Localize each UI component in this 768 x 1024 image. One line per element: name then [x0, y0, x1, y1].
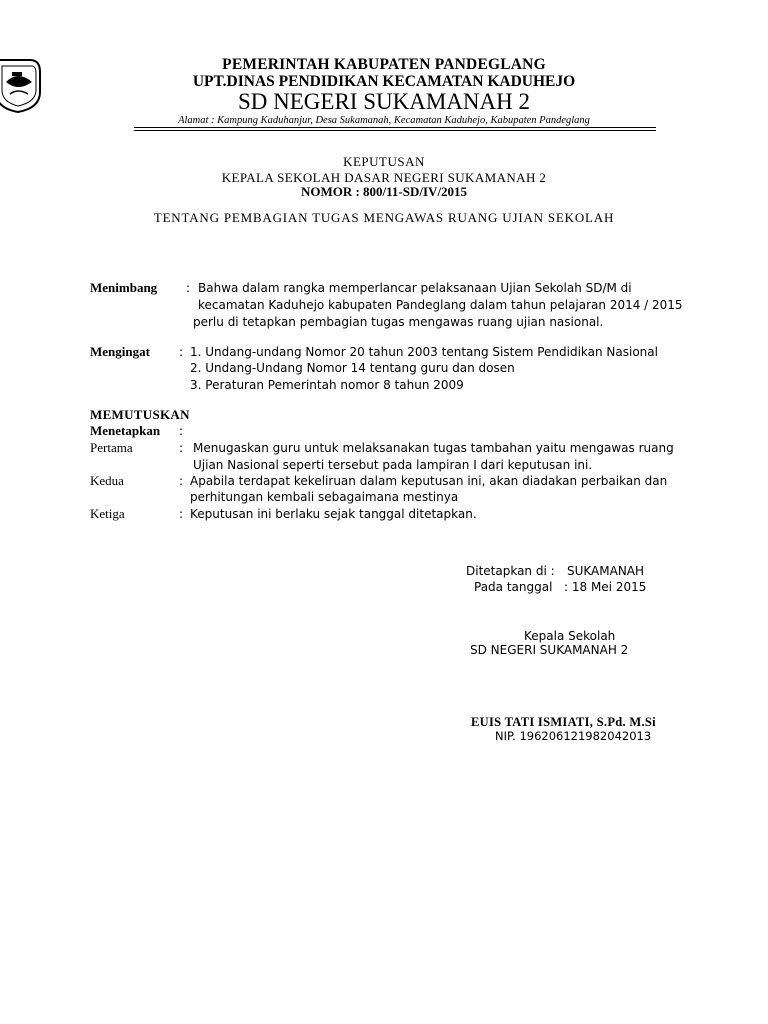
- mengingat-label: Mengingat: [90, 344, 150, 359]
- kedua-line-1: Apabila terdapat kekeliruan dalam keputusan ini, akan diadakan perbaikan dan: [190, 474, 668, 488]
- menimbang-colon: :: [186, 281, 191, 295]
- mengingat-item-2: 2. Undang-Undang Nomor 14 tentang guru dan dosen: [190, 361, 515, 375]
- pertama-line-1: Menugaskan guru untuk melaksanakan tugas tambahan yaitu mengawas ruang: [193, 441, 674, 455]
- ditetapkan-value: SUKAMANAH: [567, 564, 645, 578]
- doc-subject: TENTANG PEMBAGIAN TUGAS MENGAWAS RUANG UJIAN SEKOLAH: [153, 210, 615, 225]
- letterhead-line-2: UPT.DINAS PENDIDIKAN KECAMATAN KADUHEJO: [192, 73, 576, 90]
- doc-title-kepala: KEPALA SEKOLAH DASAR NEGERI SUKAMANAH 2: [221, 170, 547, 185]
- kedua-colon: :: [179, 474, 184, 488]
- letterhead-divider: [134, 127, 656, 128]
- kedua-line-2: perhitungan kembali sebagaimana mestinya: [190, 490, 459, 504]
- letterhead-divider-thin: [134, 130, 656, 131]
- doc-number: NOMOR : 800/11-SD/IV/2015: [300, 184, 468, 199]
- school-name-heading: SD NEGERI SUKAMANAH 2: [238, 89, 530, 114]
- menimbang-line-3: perlu di tetapkan pembagian tugas mengawas ruang ujian nasional.: [193, 315, 604, 329]
- menimbang-line-2: kecamatan Kaduhejo kabupaten Pandeglang dalam tahun pelajaran 2014 / 2015: [198, 298, 683, 312]
- ketiga-colon: :: [179, 507, 184, 521]
- ketiga-line-1: Keputusan ini berlaku sejak tanggal ditetapkan.: [190, 507, 477, 521]
- mengingat-colon: :: [179, 345, 184, 359]
- pertama-colon: :: [179, 441, 184, 455]
- ketiga-label: Ketiga: [90, 506, 125, 521]
- school-address: Alamat : Kampung Kaduhanjur, Desa Sukamanah, Kecamatan Kaduhejo, Kabupaten Pandeglang: [178, 115, 590, 126]
- letterhead-line-1: PEMERINTAH KABUPATEN PANDEGLANG: [222, 56, 546, 73]
- menetapkan-label: Menetapkan: [90, 423, 161, 438]
- doc-title-keputusan: KEPUTUSAN: [343, 154, 425, 169]
- signer-role: Kepala Sekolah: [524, 629, 616, 643]
- mengingat-item-1: 1. Undang-undang Nomor 20 tahun 2003 tentang Sistem Pendidikan Nasional: [190, 345, 658, 359]
- menetapkan-colon: :: [179, 424, 184, 438]
- menimbang-line-1: Bahwa dalam rangka memperlancar pelaksanaan Ujian Sekolah SD/M di: [198, 281, 632, 295]
- ditetapkan-label: Ditetapkan di :: [466, 564, 555, 578]
- signer-name: EUIS TATI ISMIATI, S.Pd. M.Si: [471, 715, 656, 729]
- signer-school: SD NEGERI SUKAMANAH 2: [470, 643, 629, 657]
- mengingat-item-3: 3. Peraturan Pemerintah nomor 8 tahun 2009: [190, 378, 464, 392]
- kedua-label: Kedua: [90, 473, 124, 488]
- tanggal-label: Pada tanggal: [474, 580, 553, 594]
- menimbang-label: Menimbang: [90, 280, 158, 295]
- pertama-label: Pertama: [90, 440, 133, 455]
- signer-nip: NIP. 196206121982042013: [495, 729, 652, 743]
- pertama-line-2: Ujian Nasional seperti tersebut pada lampiran I dari keputusan ini.: [193, 458, 593, 472]
- memutuskan-heading: MEMUTUSKAN: [90, 407, 190, 422]
- tanggal-value: : 18 Mei 2015: [564, 580, 647, 594]
